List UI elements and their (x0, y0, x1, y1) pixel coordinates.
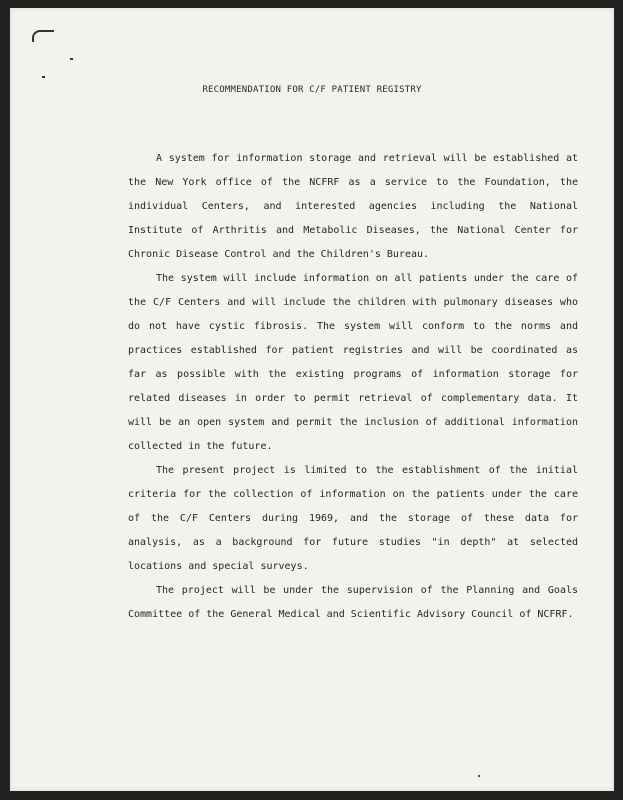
document-title: RECOMMENDATION FOR C/F PATIENT REGISTRY (202, 85, 422, 95)
pen-mark (32, 30, 54, 42)
paragraph-2: The system will include information on all patients under the care of the C/F Centers and will include the children with pulmonary diseases who do not have cystic fibrosis. The system will conform to the norms and practices established for patient registries and will be coordinated as far as possible with the existing programs of information storage for related diseases in order to permit retrieval of complementary data. It will be an open system and permit the inclusion of additional information collected in the future. (128, 273, 578, 452)
ink-speck (42, 76, 45, 78)
ink-speck (478, 775, 480, 777)
document-body (128, 147, 578, 627)
document-page (10, 8, 614, 791)
paragraph-4: The project will be under the supervision of the Planning and Goals Committee of the General Medical and Scientific Advisory Council of NCFRF. (128, 585, 578, 620)
paragraph-1: A system for information storage and retrieval will be established at the New York office of the NCFRF as a service to the Foundation, the individual Centers, and interested agencies including the National Institute of Arthritis and Metabolic Diseases, the National Center for Chronic Disease Control and the Children's Bureau. (128, 153, 578, 260)
ink-speck (70, 58, 73, 60)
paragraph-3: The present project is limited to the establishment of the initial criteria for the collection of information on the patients under the care of the C/F Centers during 1969, and the storage of these data for analysis, as a background for future studies "in depth" at selected locations and special surveys. (128, 465, 578, 572)
